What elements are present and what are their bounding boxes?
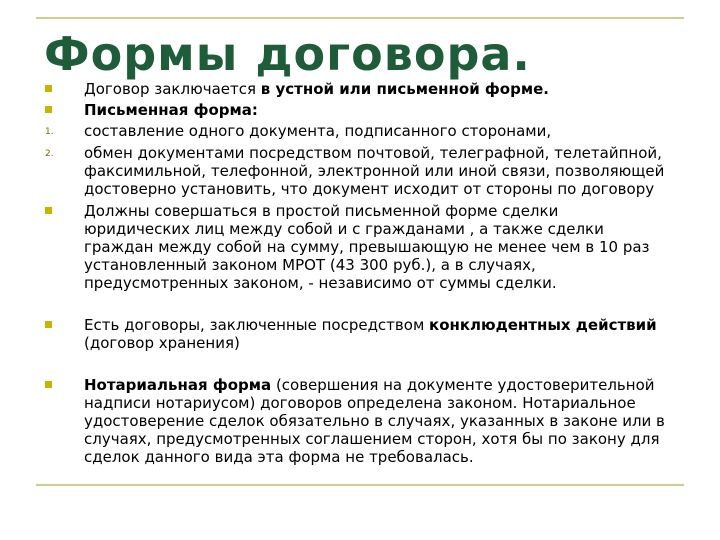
item-text: Должны совершаться в простой письменной форме сделки юридических лиц между собой и с гражданами , а также сделки граждан между собой на сумму, превышающую не менее чем в 10 раз установленный законом МРОТ (43 300 руб.), а в случаях, предусмотренных законом, - независимо от суммы сделки. (84, 202, 650, 292)
slide-title: Формы договора. (44, 27, 531, 81)
top-divider (36, 17, 684, 19)
bullet-list (45, 80, 685, 466)
list-item (45, 202, 664, 292)
square-bullet-icon (45, 207, 52, 214)
bottom-divider (36, 484, 684, 486)
item-text: Письменная форма: (84, 101, 258, 119)
item-text: Нотариальная форма (совершения на документе удостоверительной надписи нотариусом) договоров определена законом. Нотариальное удостоверение сделок обязательно в случаях, указанных в законе или в случаях, предусмотренных соглашением сторон, хотя бы по закону для сделок данного вида эта форма не требовалась. (84, 376, 665, 466)
item-text: обмен документами посредством почтовой, телеграфной, телетайпной, факсимильной, телефонной, электронной или иной связи, позволяющей достоверно установить, что документ исходит от стороны по договору (84, 144, 665, 198)
list-item (45, 122, 685, 140)
item-text: Договор заключается в устной или письменной форме. (84, 80, 549, 98)
list-number: 2. (45, 149, 54, 159)
square-bullet-icon (45, 321, 52, 328)
item-text: Есть договоры, заключенные посредством конклюдентных действий (договор хранения) (84, 316, 657, 352)
list-item (45, 376, 684, 466)
list-item (45, 316, 684, 352)
list-number: 1. (45, 127, 54, 137)
item-text: составление одного документа, подписанного сторонами, (84, 122, 552, 140)
square-bullet-icon (45, 85, 52, 92)
list-item (45, 101, 685, 119)
list-item (45, 80, 685, 98)
square-bullet-icon (45, 106, 52, 113)
list-item (45, 144, 678, 198)
square-bullet-icon (45, 381, 52, 388)
